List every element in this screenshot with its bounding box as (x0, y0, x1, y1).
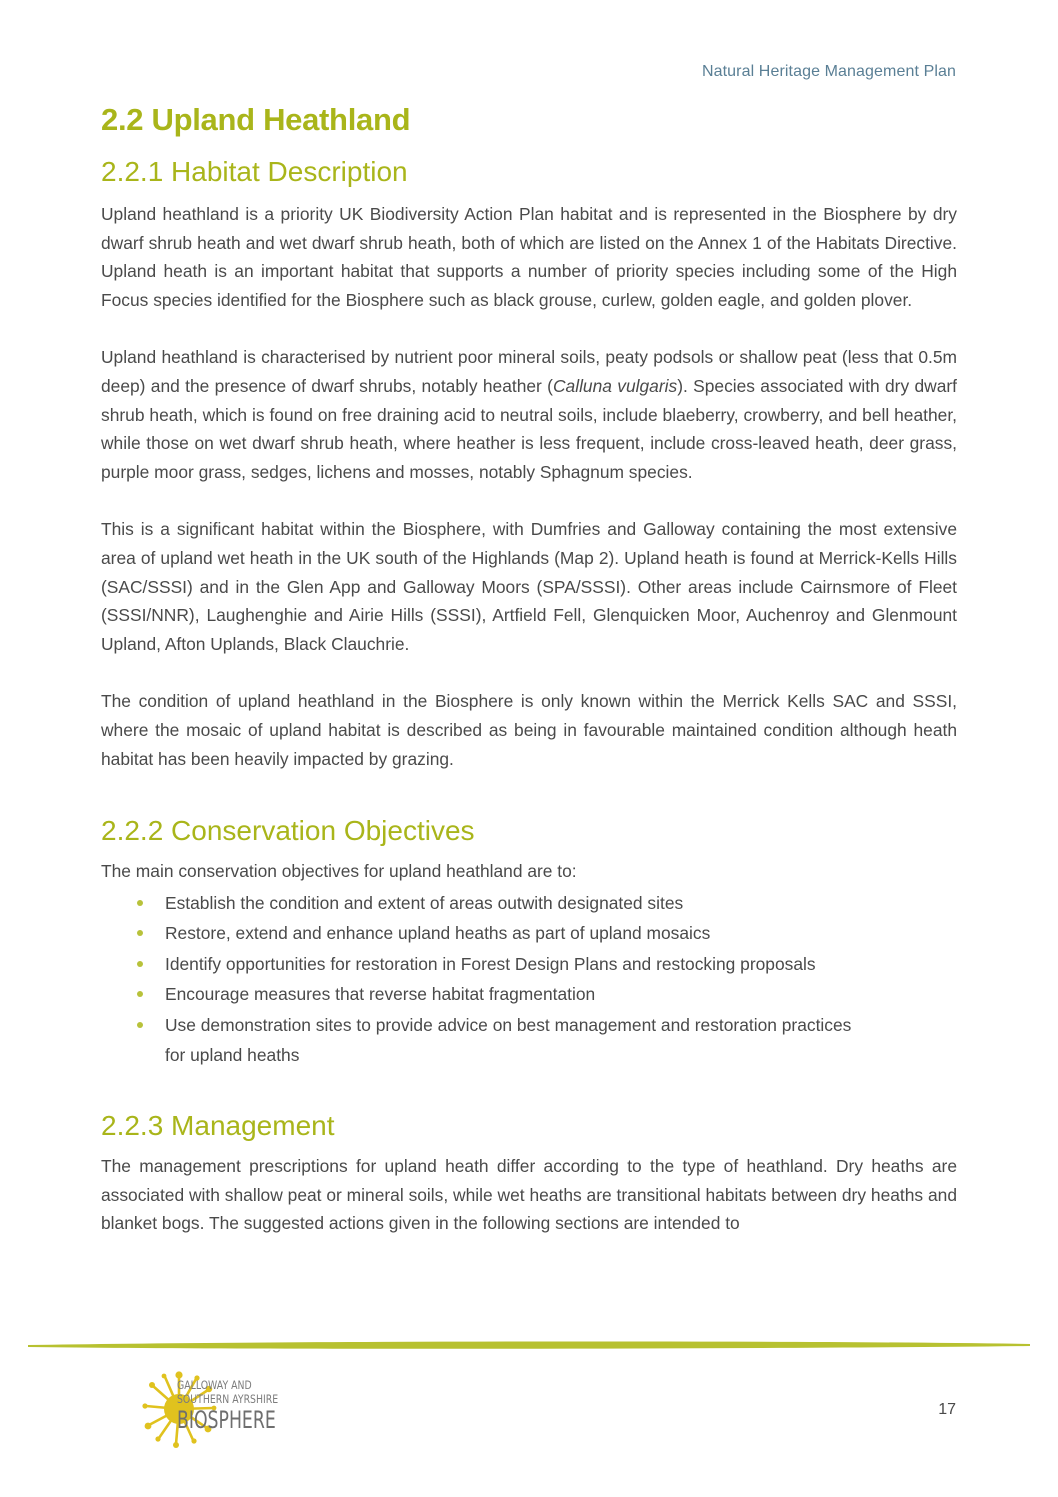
bullet-dot-icon (137, 900, 143, 906)
list-item (165, 949, 957, 980)
conservation-lead: The main conservation objectives for upland heathland are to: (101, 861, 577, 882)
page-content (101, 98, 957, 1238)
habitat-paragraph-4: The condition of upland heathland in the Biosphere is only known within the Merrick Kells SAC and SSSI, where the mosaic of upland habitat is described as being in favourable maintained condition although heath habitat has been heavily impacted by grazing. (101, 691, 957, 769)
bullet-dot-icon (137, 961, 143, 967)
section-title: 2.2 Upland Heathland (101, 102, 411, 137)
habitat-paragraph-2-before: Upland heathland is characterised by nutrient poor mineral soils, peaty podsols or shallow peat (less that 0.5m deep) and the presence of dwarf shrubs, notably heather ( (101, 347, 957, 396)
conservation-objectives-list (101, 888, 957, 1071)
logo-line-2: SOUTHERN AYRSHIRE (177, 1392, 279, 1406)
habitat-paragraph-3: This is a significant habitat within the Biosphere, with Dumfries and Galloway containing the most extensive area of upland wet heath in the UK south of the Highlands (Map 2). Upland heath is found at Merrick-Kells Hills (SAC/SSSI) and in the Glen App and Galloway Moors (SPA/SSSI). Other areas include Cairnsmore of Fleet (SSSI/NNR), Laughenghie and Airie Hills (SSSI), Artfield Fell, Glenquicken Moor, Auchenroy and Glenmount Upland, Afton Uplands, Black Clauchrie. (101, 519, 957, 654)
list-item-text: Identify opportunities for restoration in Forest Design Plans and restocking proposals (165, 953, 816, 974)
bullet-dot-icon (137, 930, 143, 936)
list-item (165, 979, 957, 1010)
list-item-continuation: for upland heaths (165, 1045, 300, 1066)
list-item-text: Encourage measures that reverse habitat fragmentation (165, 984, 596, 1005)
habitat-description-heading: 2.2.1 Habitat Description (101, 156, 408, 187)
habitat-paragraph-1: Upland heathland is a priority UK Biodiversity Action Plan habitat and is represented in the Biosphere by dry dwarf shrub heath and wet dwarf shrub heath, both of which are listed on the Annex 1 of the Habitats Directive. Upland heath is an important habitat that supports a number of priority species including some of the High Focus species identified for the Biosphere such as black grouse, curlew, golden eagle, and golden plover. (101, 204, 957, 310)
habitat-paragraph-2 (101, 343, 957, 486)
list-item (165, 1010, 957, 1071)
species-name-italic: Calluna vulgaris (552, 375, 678, 396)
list-item-text: Establish the condition and extent of areas outwith designated sites (165, 892, 684, 913)
running-header: Natural Heritage Management Plan (701, 63, 956, 80)
bullet-dot-icon (137, 991, 143, 997)
list-item-text: Restore, extend and enhance upland heaths as part of upland mosaics (165, 923, 711, 944)
page-number: 17 (938, 1401, 956, 1418)
habitat-paragraph-2-after: ). Species associated with dry dwarf shrub heath, which is found on free draining acid to neutral soils, include blaeberry, crowberry, and bell heather, while those on wet dwarf shrub heath, where heather is less frequent, include cross-leaved heath, deer grass, purple moor grass, sedges, lichens and mosses, notably Sphagnum species. (101, 375, 958, 482)
logo-line-1: GALLOWAY AND (177, 1378, 252, 1392)
logo-line-3: BIOSPHERE (177, 1406, 276, 1434)
bullet-dot-icon (137, 1022, 143, 1028)
conservation-objectives-heading: 2.2.2 Conservation Objectives (101, 815, 475, 847)
footer-divider (28, 1338, 1030, 1352)
list-item-text: Use demonstration sites to provide advice on best management and restoration practices (165, 1014, 852, 1035)
logo-wordmark (177, 1378, 314, 1434)
list-item (165, 918, 957, 949)
list-item (165, 888, 957, 919)
management-heading: 2.2.3 Management (101, 1110, 335, 1142)
management-paragraph: The management prescriptions for upland heath differ according to the type of heathland. Dry heaths are associated with shallow peat or mineral soils, while wet heaths are transitional habitats between dry heaths and blanket bogs. The suggested actions given in the following sections are intended to (101, 1156, 957, 1234)
